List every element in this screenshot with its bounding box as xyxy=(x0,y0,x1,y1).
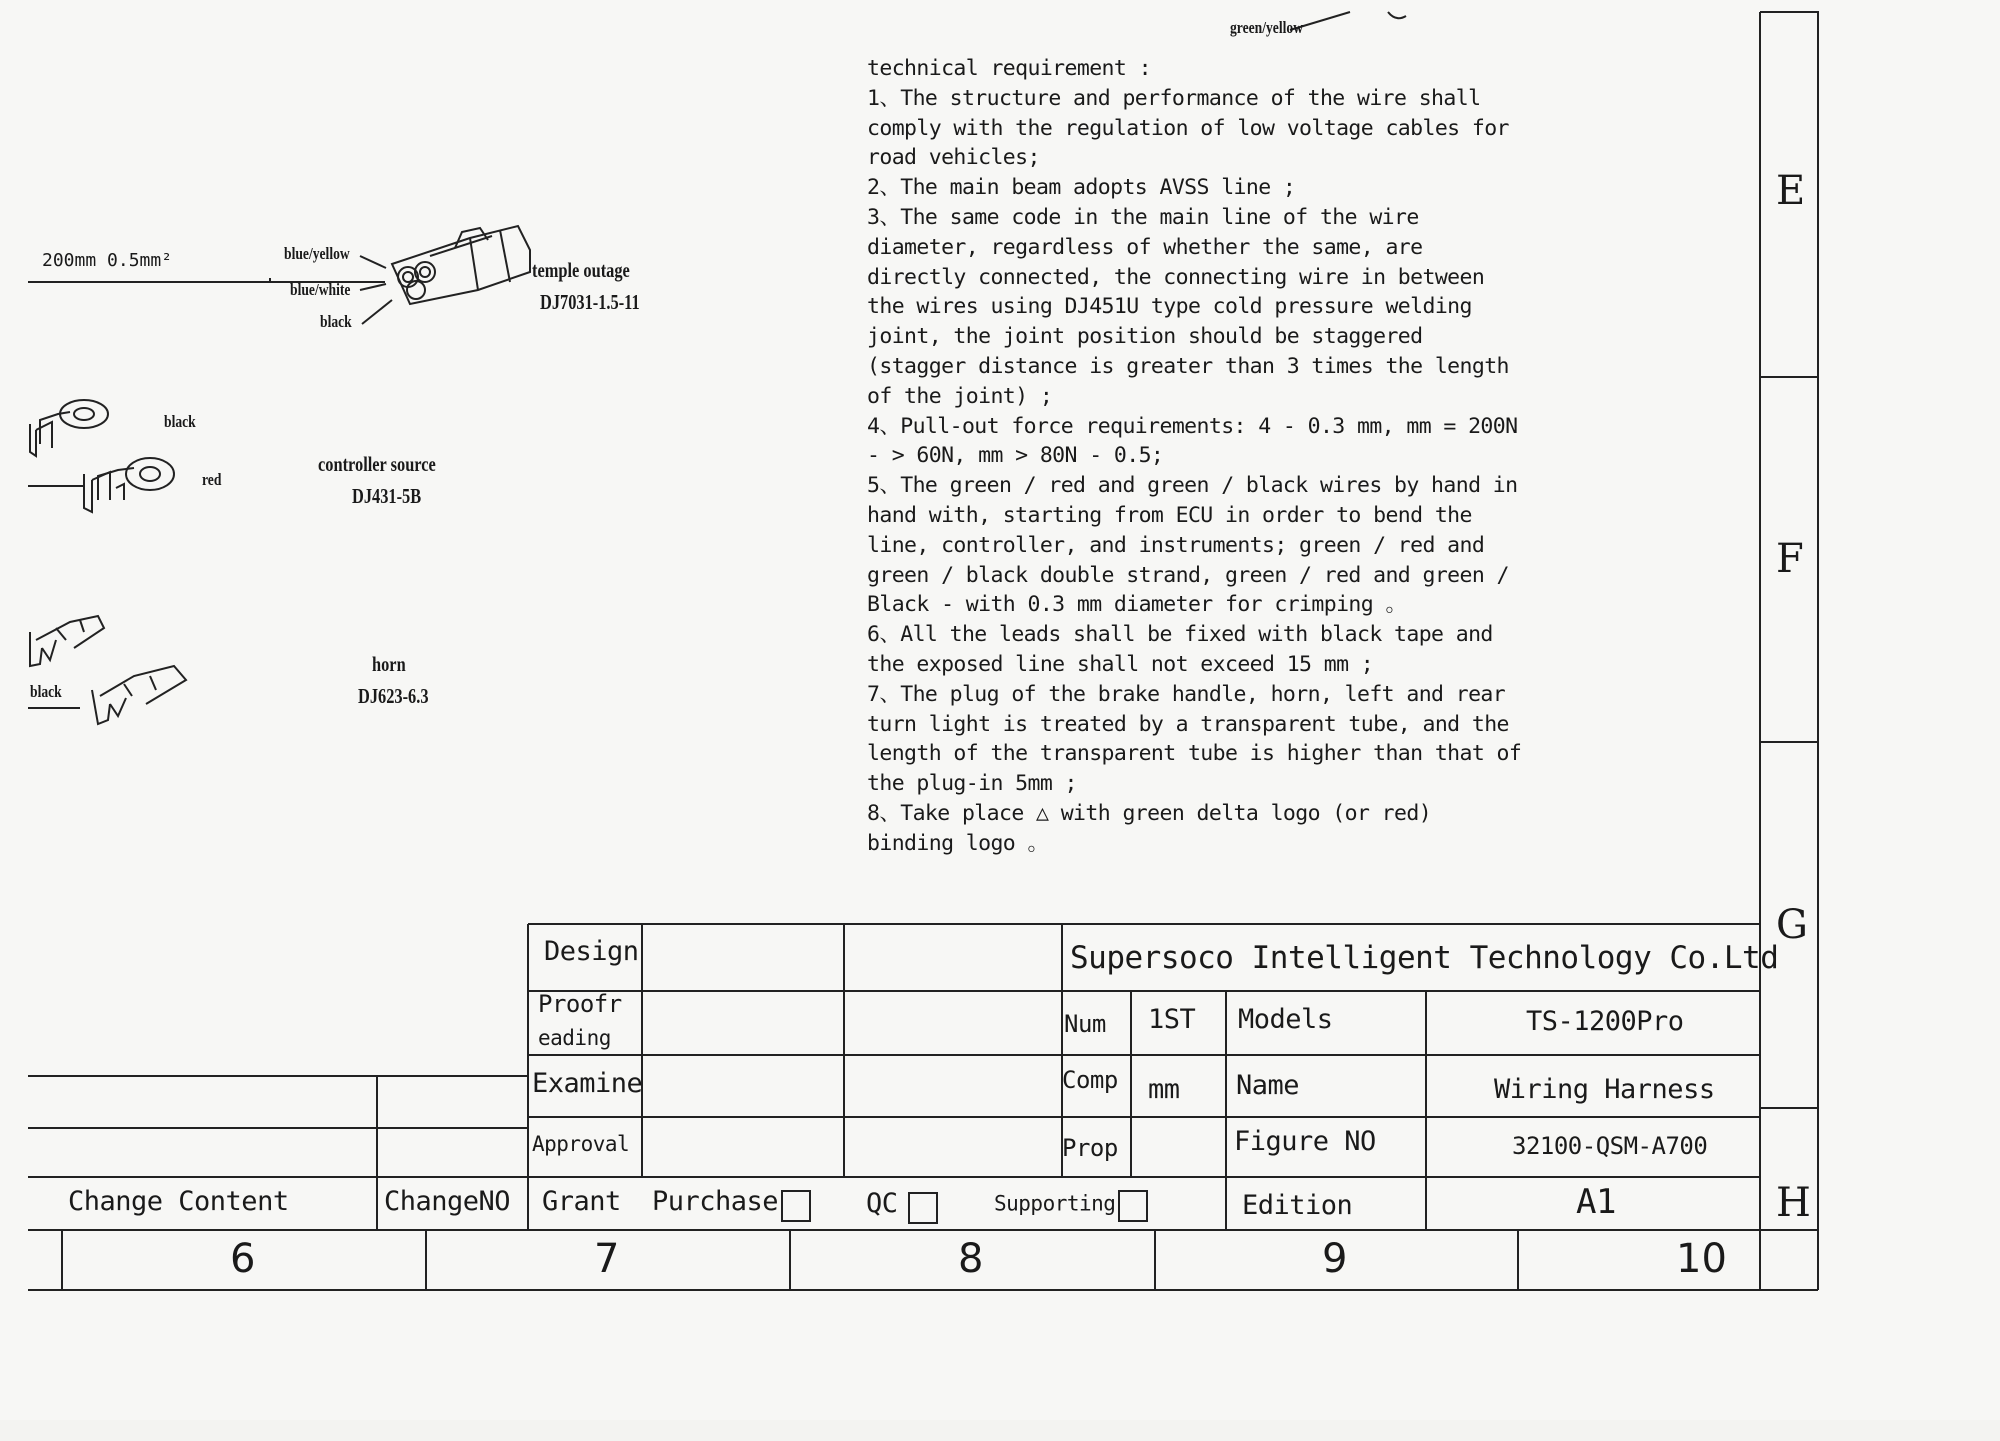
figure-no-value: 32100-QSM-A700 xyxy=(1512,1132,1708,1160)
zone-letter-h: H xyxy=(1776,1180,1811,1226)
purchase-checkbox[interactable] xyxy=(781,1190,811,1222)
zone-letter-f: F xyxy=(1776,536,1804,582)
change-no-label: ChangeNO xyxy=(384,1186,511,1217)
horn-code: DJ623-6.3 xyxy=(358,684,429,708)
requirement-line: binding logo 。 xyxy=(867,830,1049,856)
design-label: Design xyxy=(544,936,639,967)
requirement-line: comply with the regulation of low voltage cables for xyxy=(867,115,1509,141)
requirement-line: - > 60N, mm > 80N - 0.5; xyxy=(867,443,1164,469)
requirement-line: hand with, starting from ECU in order to bend the xyxy=(867,502,1472,528)
proofreading-label-1: Proofr xyxy=(538,990,622,1018)
blue-white-wire-label: blue/white xyxy=(290,280,351,299)
grant-label: Grant xyxy=(542,1186,621,1217)
column-number-9: 9 xyxy=(1322,1236,1348,1282)
requirement-line: the wires using DJ451U type cold pressure welding xyxy=(867,294,1472,320)
examine-label: Examine xyxy=(532,1068,643,1099)
column-number-8: 8 xyxy=(958,1236,984,1282)
edition-label: Edition xyxy=(1242,1190,1353,1221)
qc-checkbox[interactable] xyxy=(908,1192,938,1224)
requirement-line: 6、All the leads shall be fixed with black tape and xyxy=(867,622,1493,648)
requirement-line: the plug-in 5mm ; xyxy=(867,771,1077,797)
requirement-line: Black - with 0.3 mm diameter for crimping 。 xyxy=(867,592,1407,618)
edition-value: A1 xyxy=(1576,1182,1616,1222)
requirement-line: joint, the joint position should be staggered xyxy=(867,324,1423,350)
technical-requirement-block xyxy=(867,54,1547,859)
supporting-label: Supporting xyxy=(994,1191,1116,1216)
horn-label: horn xyxy=(372,652,406,676)
requirement-line: road vehicles; xyxy=(867,145,1040,171)
approval-label: Approval xyxy=(532,1132,630,1156)
figure-no-label: Figure NO xyxy=(1234,1126,1376,1157)
num-label: Num xyxy=(1064,1010,1106,1038)
wire-length-label: 200mm 0.5mm² xyxy=(42,250,173,271)
company-name: Supersoco Intelligent Technology Co.Ltd xyxy=(1070,940,1779,976)
zone-letter-g: G xyxy=(1776,902,1808,948)
models-value: TS-1200Pro xyxy=(1526,1006,1684,1037)
supporting-option xyxy=(994,1190,1148,1222)
column-number-7: 7 xyxy=(594,1236,620,1282)
qc-option xyxy=(866,1188,938,1224)
requirement-line: of the joint) ; xyxy=(867,383,1053,409)
requirement-line: 4、Pull-out force requirements: 4 - 0.3 mm, mm = 200N xyxy=(867,413,1518,439)
purchase-option xyxy=(652,1186,811,1222)
requirement-line: turn light is treated by a transparent tube, and the xyxy=(867,711,1509,737)
requirement-line: directly connected, the connecting wire in between xyxy=(867,264,1485,290)
proofreading-label-2: eading xyxy=(538,1026,611,1050)
technical-requirement-lines xyxy=(867,84,1547,859)
column-number-10: 10 xyxy=(1676,1236,1727,1282)
num-value: 1ST xyxy=(1148,1004,1196,1035)
requirement-line: diameter, regardless of whether the same, are xyxy=(867,234,1423,260)
requirement-line: green / black double strand, green / red and green / xyxy=(867,562,1509,588)
purchase-label: Purchase xyxy=(652,1186,779,1217)
requirement-line: 8、Take place △ with green delta logo (or red) xyxy=(867,800,1432,826)
name-value: Wiring Harness xyxy=(1494,1074,1715,1105)
comp-label: Comp xyxy=(1062,1066,1118,1094)
controller-black-wire-label: black xyxy=(164,412,196,431)
prop-label: Prop xyxy=(1062,1134,1118,1162)
requirement-line: line, controller, and instruments; green / red and xyxy=(867,532,1485,558)
requirement-line: 7、The plug of the brake handle, horn, left and rear xyxy=(867,681,1506,707)
technical-requirement-title: technical requirement : xyxy=(867,56,1151,81)
requirement-line: length of the transparent tube is higher than that of xyxy=(867,741,1522,767)
requirement-line: 5、The green / red and green / black wires by hand in xyxy=(867,473,1518,499)
horn-black-wire-label: black xyxy=(30,682,62,701)
change-content-label: Change Content xyxy=(68,1186,289,1217)
qc-label: QC xyxy=(866,1188,898,1219)
blue-yellow-wire-label: blue/yellow xyxy=(284,244,350,263)
controller-red-wire-label: red xyxy=(202,470,222,489)
requirement-line: the exposed line shall not exceed 15 mm ; xyxy=(867,651,1374,677)
column-number-6: 6 xyxy=(230,1236,256,1282)
requirement-line: 1、The structure and performance of the wire shall xyxy=(867,85,1481,111)
green-yellow-wire-label: green/yellow xyxy=(1230,18,1304,37)
models-label: Models xyxy=(1238,1004,1333,1035)
comp-value: mm xyxy=(1148,1074,1180,1105)
requirement-line: (stagger distance is greater than 3 times the length xyxy=(867,353,1509,379)
black-wire-label: black xyxy=(320,312,352,331)
supporting-checkbox[interactable] xyxy=(1118,1190,1148,1222)
temple-outage-code: DJ7031-1.5-11 xyxy=(540,290,640,314)
temple-outage-label: temple outage xyxy=(532,258,630,282)
requirement-line: 2、The main beam adopts AVSS line ; xyxy=(867,175,1296,201)
controller-source-code: DJ431-5B xyxy=(352,484,422,508)
name-label: Name xyxy=(1236,1070,1300,1101)
requirement-line: 3、The same code in the main line of the wire xyxy=(867,204,1419,230)
controller-source-label: controller source xyxy=(318,452,436,476)
zone-letter-e: E xyxy=(1776,168,1806,214)
